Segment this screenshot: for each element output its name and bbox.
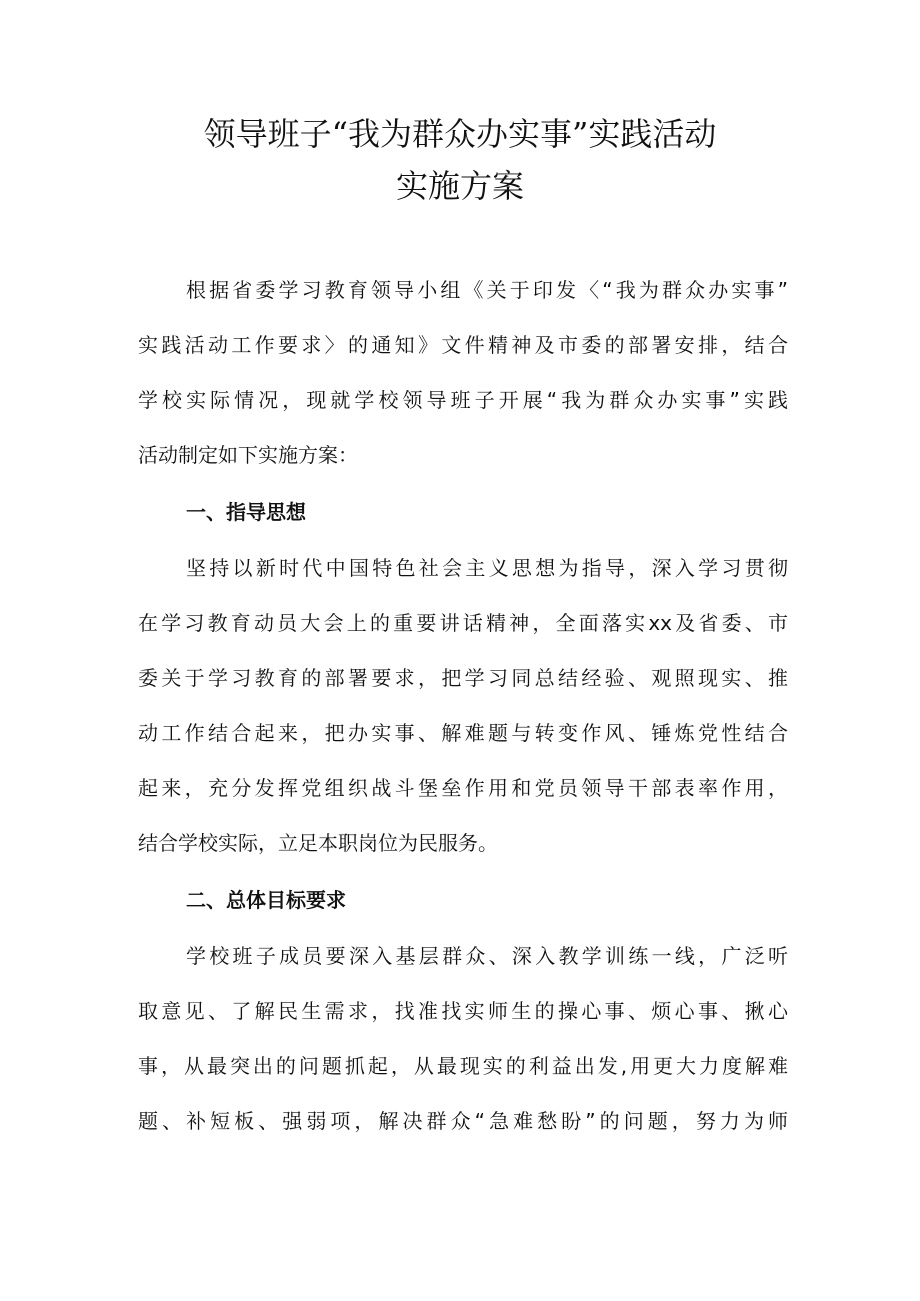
section1-line: 坚持以新时代中国特色社会主义思想为指导，深入学习贯彻 <box>186 556 788 580</box>
section2-line: 事，从最突出的问题抓起，从最现实的利益出发,用更大力度解难 <box>138 1054 788 1078</box>
section1-line: 起来，充分发挥党组织战斗堡垒作用和党员领导干部表率作用， <box>138 776 788 800</box>
intro-line: 活动制定如下实施方案： <box>138 443 358 467</box>
section1-line: 结合学校实际，立足本职岗位为民服务。 <box>138 831 498 855</box>
section1-line: 在学习教育动员大会上的重要讲话精神，全面落实xx及省委、市 <box>138 611 788 635</box>
document-title-line-2: 实施方案 <box>395 167 524 205</box>
section-heading-overall-goals: 二、总体目标要求 <box>186 888 346 912</box>
section1-line: 动工作结合起来，把办实事、解难题与转变作风、锤炼党性结合 <box>138 721 788 745</box>
section-heading-guiding-ideology: 一、指导思想 <box>186 500 306 524</box>
section2-line: 题、补短板、强弱项，解决群众“急难愁盼”的问题，努力为师 <box>138 1109 788 1133</box>
section2-line: 学校班子成员要深入基层群众、深入教学训练一线，广泛听 <box>186 944 788 968</box>
section2-line: 取意见、了解民生需求，找准找实师生的操心事、烦心事、揪心 <box>138 999 788 1023</box>
intro-line: 实践活动工作要求〉的通知》文件精神及市委的部署安排，结合 <box>138 333 788 357</box>
intro-line: 学校实际情况，现就学校领导班子开展“我为群众办实事”实践 <box>138 388 788 412</box>
intro-line: 根据省委学习教育领导小组《关于印发〈“我为群众办实事” <box>186 278 788 302</box>
section1-line: 委关于学习教育的部署要求，把学习同总结经验、观照现实、推 <box>138 666 788 690</box>
document-title-line-1: 领导班子“我为群众办实事”实践活动 <box>203 115 717 153</box>
